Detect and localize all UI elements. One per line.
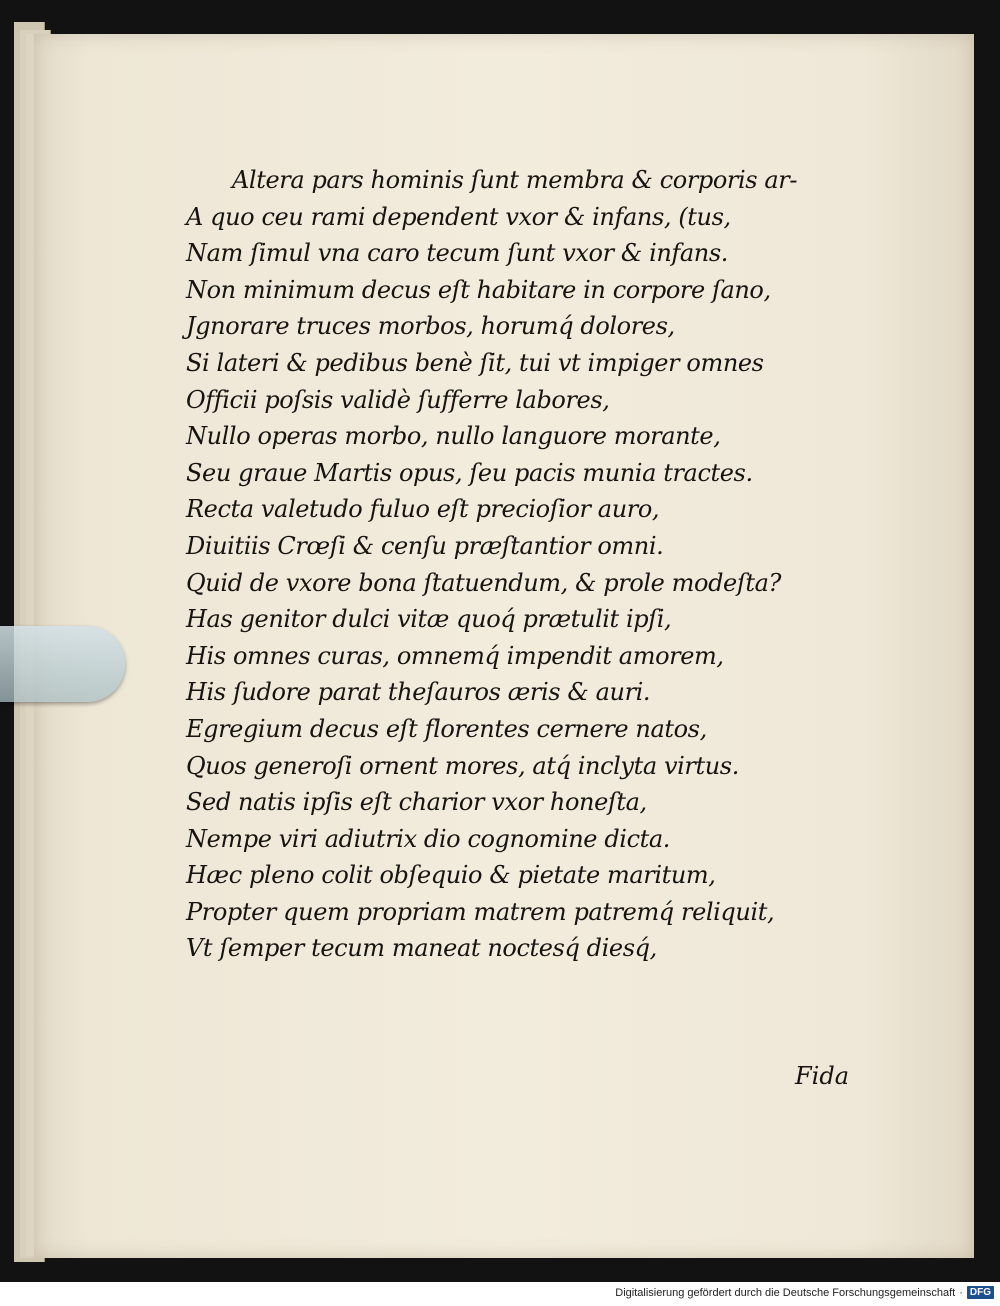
verse-line: Egregium decus eſt florentes cernere natos, xyxy=(186,714,707,743)
verse-line: A quo ceu rami dependent vxor & infans, (tus, xyxy=(186,202,731,231)
verse-line: Seu graue Martis opus, ſeu pacis munia tractes. xyxy=(186,458,753,487)
verse-line: Quid de vxore bona ſtatuendum, & prole modeſta? xyxy=(186,568,781,597)
verse-line: Non minimum decus eſt habitare in corpore ſano, xyxy=(186,275,771,304)
verse-line: Nullo operas morbo, nullo languore morante, xyxy=(186,422,721,451)
verse-line: Recta valetudo fuluo eſt precioſior auro, xyxy=(186,495,660,524)
verse-line: Altera pars hominis ſunt membra & corporis ar- xyxy=(232,166,798,194)
verse-line: Quos generoſi ornent mores, atq́ inclyta virtus. xyxy=(186,751,739,780)
verse-text xyxy=(186,162,886,967)
verse-line: Nempe viri adiutrix dio cognomine dicta. xyxy=(186,824,670,853)
verse-line: His ſudore parat theſauros æris & auri. xyxy=(186,678,651,707)
verse-line: Officii poſsis validè ſufferre labores, xyxy=(186,385,610,414)
verse-line: Hæc pleno colit obſequio & pietate maritum, xyxy=(186,861,716,890)
verse-line: Jgnorare truces morbos, horumq́ dolores, xyxy=(186,312,675,341)
verse-line: Si lateri & pedibus benè ſit, tui vt impiger omnes xyxy=(186,348,764,377)
verse-line: Propter quem propriam matrem patremq́ reliquit, xyxy=(186,897,775,926)
dfg-logo: DFG xyxy=(967,1286,994,1299)
verse-line: Vt ſemper tecum maneat noctesq́ diesq́, xyxy=(186,934,657,963)
bleed-through xyxy=(874,284,1000,1134)
page-clip xyxy=(0,626,125,702)
verse-line: Has genitor dulci vitæ quoq́ prætulit ipſi, xyxy=(186,605,672,634)
footer-separator: · xyxy=(959,1286,963,1299)
verse-line: His omnes curas, omnemq́ impendit amorem, xyxy=(186,641,724,670)
verse-line: Nam ſimul vna caro tecum ſunt vxor & infans. xyxy=(186,239,728,268)
catchword: Fida xyxy=(795,1062,849,1090)
verse-line: Sed natis ipſis eſt charior vxor honeſta, xyxy=(186,788,647,817)
footer-text: Digitalisierung gefördert durch die Deutsche Forschungsgemeinschaft xyxy=(615,1286,956,1299)
footer-credit xyxy=(615,1286,994,1299)
verse-line: Diuitiis Crœſi & cenſu præſtantior omni. xyxy=(186,531,664,560)
